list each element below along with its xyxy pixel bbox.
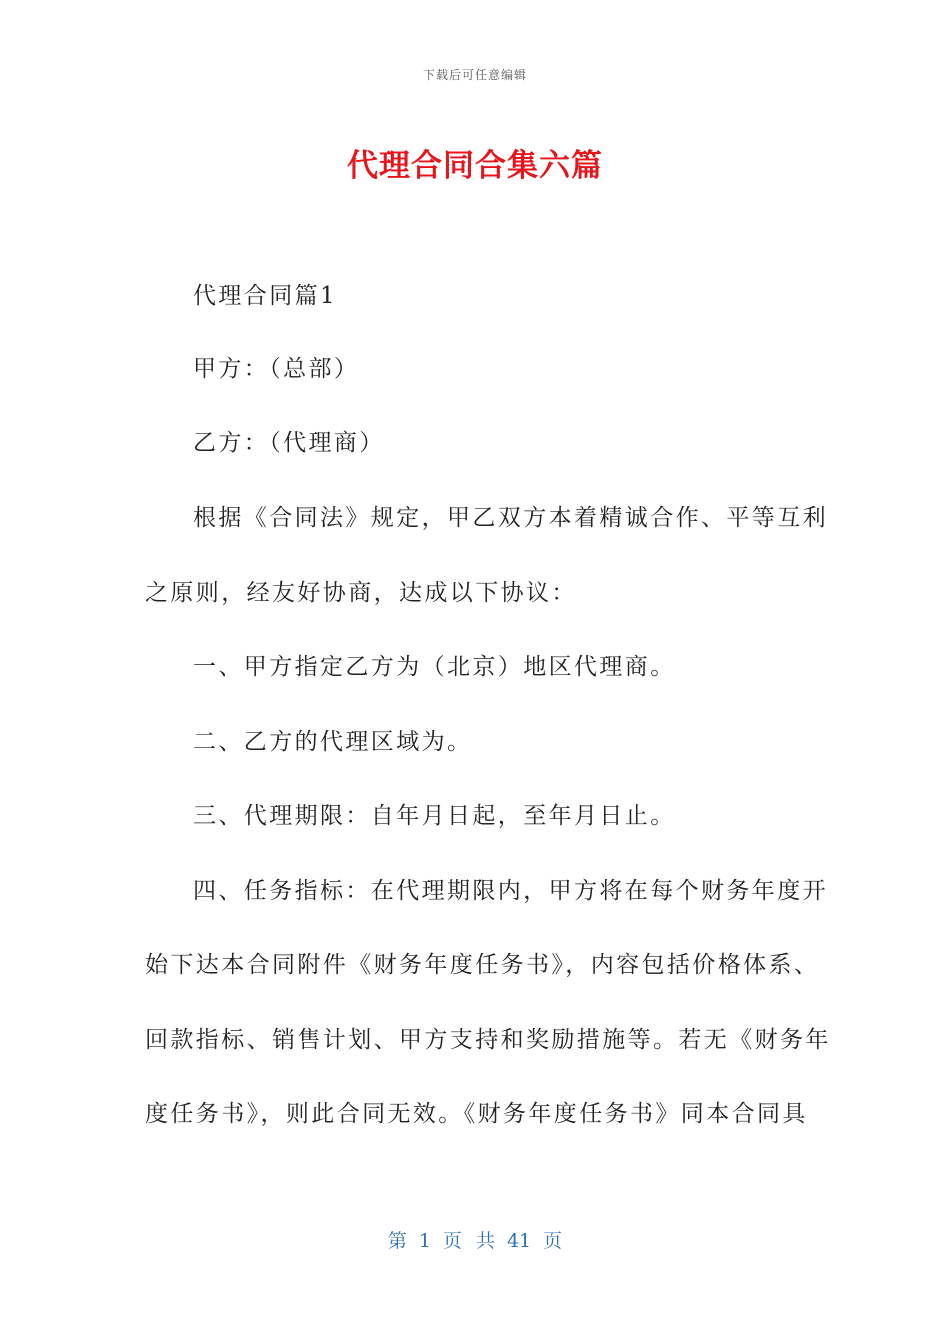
clause-4-line: 四、任务指标：在代理期限内，甲方将在每个财务年度开: [193, 878, 828, 904]
footer-middle: 页 共: [442, 1230, 495, 1252]
paragraph-line: 之原则，经友好协商，达成以下协议：: [145, 580, 577, 606]
footer-prefix: 第: [387, 1230, 407, 1252]
document-title: 代理合同合集六篇: [347, 148, 603, 184]
party-a-line: 甲方：（总部）: [193, 356, 360, 382]
clause-1-line: 一、甲方指定乙方为（北京）地区代理商。: [193, 654, 676, 680]
page-header-note: 下载后可任意编辑: [422, 68, 527, 82]
paragraph-line: 根据《合同法》规定，甲乙双方本着精诚合作、平等互利: [193, 505, 828, 531]
footer-suffix: 页: [543, 1230, 563, 1252]
paragraph-line: 始下达本合同附件《财务年度任务书》，内容包括价格体系、: [145, 952, 820, 978]
page-footer: [0, 1226, 950, 1253]
clause-2-line: 二、乙方的代理区域为。: [193, 729, 473, 755]
party-b-line: 乙方：（代理商）: [193, 430, 385, 456]
current-page-number: 1: [418, 1230, 431, 1252]
clause-3-line: 三、代理期限：自年月日起，至年月日止。: [193, 803, 676, 829]
total-page-count: 41: [506, 1230, 532, 1252]
paragraph-line: 回款指标、销售计划、甲方支持和奖励措施等。若无《财务年: [145, 1027, 831, 1053]
section-heading: 代理合同篇1: [193, 283, 338, 309]
paragraph-line: 度任务书》，则此合同无效。《财务年度任务书》同本合同具: [145, 1101, 808, 1127]
